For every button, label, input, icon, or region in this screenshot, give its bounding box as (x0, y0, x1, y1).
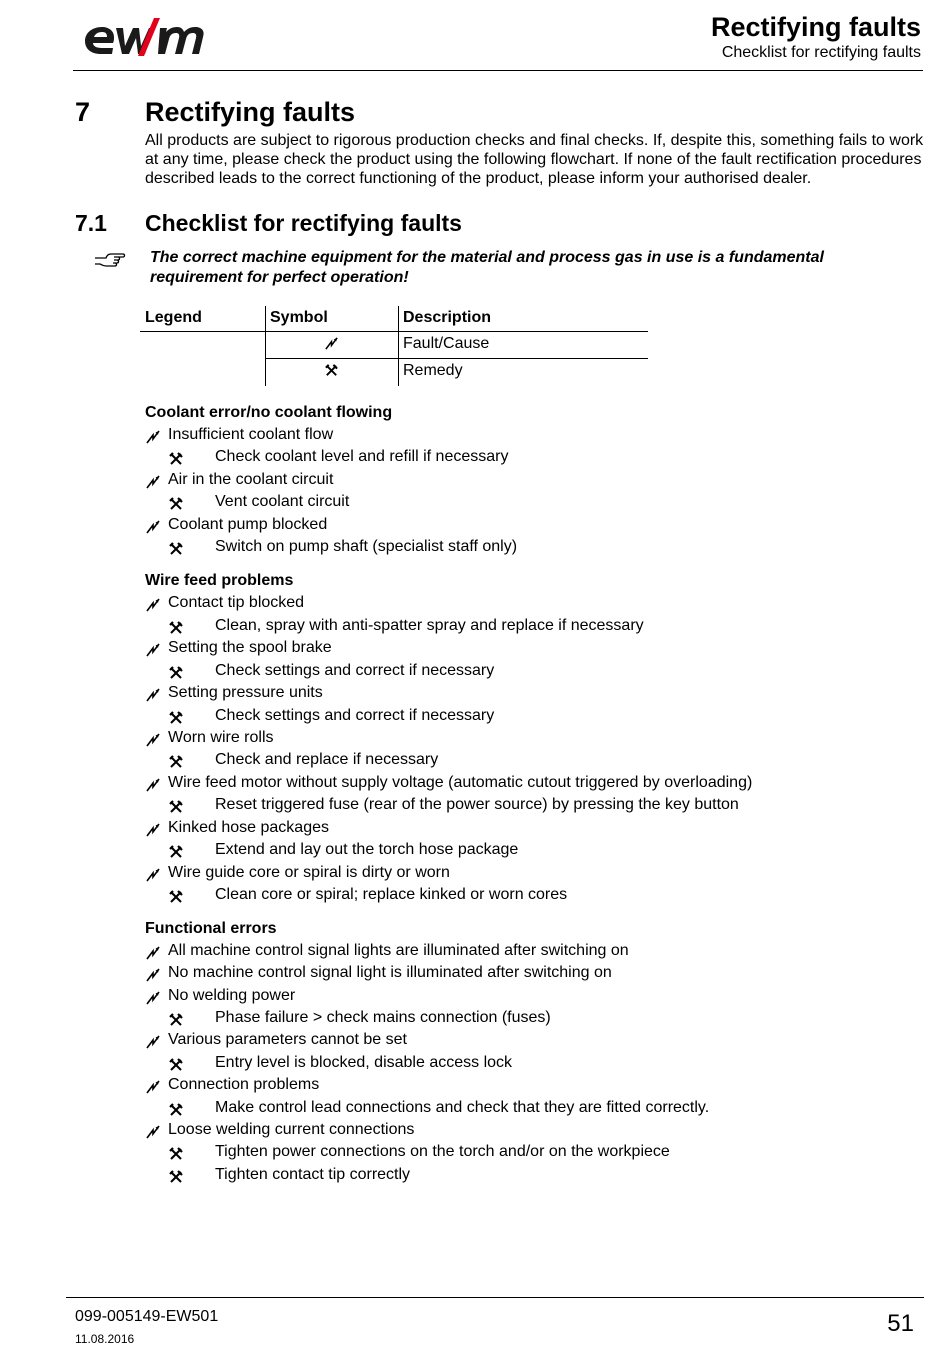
remedy-icon (168, 620, 184, 636)
section-title: Checklist for rectifying faults (145, 210, 462, 236)
fault-cause-icon (145, 822, 161, 838)
legend-header-description: Description (403, 309, 492, 326)
fault-cause-icon (145, 1034, 161, 1050)
legend-table (140, 306, 648, 386)
document-date: 11.08.2016 (75, 1332, 135, 1346)
document-number: 099-005149-EW501 (75, 1308, 219, 1325)
legend-header-legend: Legend (145, 309, 202, 326)
fault-cause-icon (145, 732, 161, 748)
group-title-coolant: Coolant error/no coolant flowing (145, 404, 393, 421)
remedy-icon (168, 1169, 184, 1185)
fault-cause-icon (145, 777, 161, 793)
remedy-icon (168, 1146, 184, 1162)
remedy-icon (168, 451, 184, 467)
legend-desc-remedy: Remedy (403, 362, 463, 379)
fault-cause-icon (324, 336, 339, 351)
legend-desc-fault: Fault/Cause (403, 335, 490, 352)
legend-col-divider (265, 306, 266, 386)
chapter-title: Rectifying faults (145, 97, 356, 127)
fault-cause-icon (145, 519, 161, 535)
remedy-icon (168, 754, 184, 770)
ewm-logo (82, 16, 212, 56)
remedy-icon (168, 1012, 184, 1028)
pointing-hand-icon (94, 252, 126, 270)
fault-cause-icon (145, 990, 161, 1006)
legend-col-divider (398, 306, 399, 386)
remedy-icon (168, 1102, 184, 1118)
page-number: 51 (887, 1310, 914, 1337)
header-title: Rectifying faults (710, 12, 921, 42)
remedy-icon (168, 889, 184, 905)
remedy-icon (168, 665, 184, 681)
fault-cause-icon (145, 945, 161, 961)
fault-cause-icon (145, 687, 161, 703)
footer-divider (66, 1297, 924, 1298)
legend-header-rule (140, 331, 648, 332)
remedy-icon (168, 799, 184, 815)
legend-header-symbol: Symbol (270, 309, 328, 326)
fault-cause-icon (145, 867, 161, 883)
fault-cause-icon (145, 967, 161, 983)
fault-cause-icon (145, 1079, 161, 1095)
group-title-wire-feed: Wire feed problems (145, 572, 294, 589)
fault-cause-icon (145, 429, 161, 445)
section-number: 7.1 (75, 210, 107, 236)
remedy-icon (168, 710, 184, 726)
group-title-functional-errors: Functional errors (145, 920, 277, 937)
chapter-number: 7 (75, 97, 91, 127)
fault-cause-icon (145, 597, 161, 613)
note-text: The correct machine equipment for the material and process gas in use is a fundamental requirement for perfect operation! (150, 249, 824, 286)
fault-cause-icon (145, 474, 161, 490)
header-subtitle: Checklist for rectifying faults (721, 44, 921, 61)
remedy-icon (168, 844, 184, 860)
chapter-intro: All products are subject to rigorous production checks and final checks. If, despite this, something fails to work at any time, please check the product using the following flowchart. If none of the fault rectification procedures described leads to the correct functioning of the product, please inform your authorised dealer. (145, 132, 924, 187)
legend-row-rule (265, 358, 648, 359)
header-divider (73, 70, 923, 71)
remedy-icon (168, 541, 184, 557)
remedy-icon (168, 1057, 184, 1073)
fault-cause-icon (145, 1124, 161, 1140)
remedy-icon (168, 496, 184, 512)
fault-cause-icon (145, 642, 161, 658)
remedy-icon (324, 363, 339, 378)
